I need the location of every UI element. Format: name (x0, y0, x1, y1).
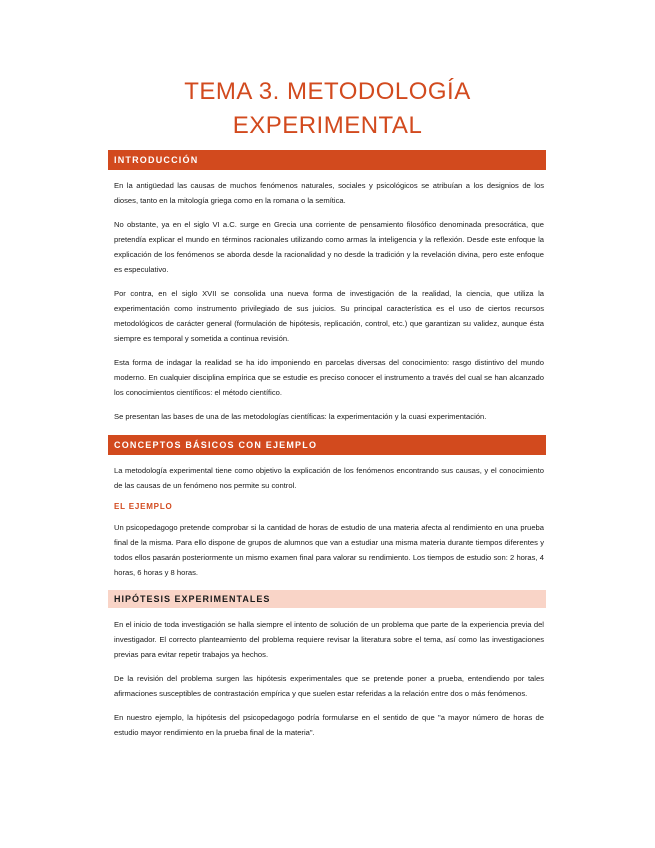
section-heading-hipotesis: HIPÓTESIS EXPERIMENTALES (108, 590, 546, 608)
subheading-el-ejemplo: EL EJEMPLO (114, 502, 173, 511)
paragraph-conceptos-1: La metodología experimental tiene como objetivo la explicación de los fenómenos encontrando sus causas, y el conocimiento de las causas de un fenómeno nos permite su control. (114, 466, 544, 490)
paragraph-intro-5: Se presentan las bases de una de las metodologías científicas: la experimentación y la cuasi experimentación. (114, 412, 487, 421)
title-line-2: EXPERIMENTAL (232, 112, 423, 139)
title-line-1: TEMA 3. METODOLOGÍA (184, 78, 471, 105)
paragraph-hipotesis-3: En nuestro ejemplo, la hipótesis del psicopedagogo podría formularse en el sentido de que "a mayor número de horas de estudio mayor rendimiento en la prueba final de la materia". (114, 713, 544, 737)
document-title (0, 0, 655, 143)
section-heading-conceptos: CONCEPTOS BÁSICOS CON EJEMPLO (108, 435, 546, 455)
paragraph-hipotesis-2: De la revisión del problema surgen las hipótesis experimentales que se pretende poner a prueba, entendiendo por tales afirmaciones susceptibles de contrastación empírica y que suelen estar referidas a la relación entre dos o más fenómenos. (114, 674, 544, 698)
section-heading-introduccion: INTRODUCCIÓN (108, 150, 546, 170)
paragraph-ejemplo-1: Un psicopedagogo pretende comprobar si la cantidad de horas de estudio de una materia afecta al rendimiento en una prueba final de la misma. Para ello dispone de grupos de alumnos que van a estudiar una misma materia durante tiempos diferentes y todos ellos pasarán posteriormente un mismo examen final para valorar su rendimiento. Los tiempos de estudio son: 2 horas, 4 horas, 6 horas y 8 horas. (114, 523, 544, 577)
paragraph-intro-3: Por contra, en el siglo XVII se consolida una nueva forma de investigación de la realidad, la ciencia, que utiliza la experimentación como instrumento privilegiado de sus juicios. Su principal característica es el uso de ciertos recursos metodológicos de carácter general (formulación de hipótesis, replicación, control, etc.) que garantizan su validez, aunque ésta siempre es temporal y sometida a continua revisión. (114, 289, 544, 343)
paragraph-hipotesis-1: En el inicio de toda investigación se halla siempre el intento de solución de un problema que parte de la experiencia previa del investigador. El correcto planteamiento del problema requiere revisar la literatura sobre el tema, así como las investigaciones previas para evitar repetir trabajos ya hechos. (114, 620, 544, 659)
paragraph-intro-1: En la antigüedad las causas de muchos fenómenos naturales, sociales y psicológicos se atribuían a los designios de los dioses, tanto en la mitología griega como en la romana o la semítica. (114, 181, 544, 205)
document-body (108, 150, 546, 740)
paragraph-intro-4: Esta forma de indagar la realidad se ha ido imponiendo en parcelas diversas del conocimiento: rasgo distintivo del mundo moderno. En cualquier disciplina empírica que se estudie es preciso conocer el instrumento a través del cual se han alcanzado los conocimientos científicos: el método científico. (114, 358, 544, 397)
paragraph-intro-2: No obstante, ya en el siglo VI a.C. surge en Grecia una corriente de pensamiento filosófico denominada presocrática, que pretendía explicar el mundo en términos racionales utilizando como armas la inteligencia y la reflexión. Desde este enfoque la explicación de los fenómenos se aborda desde la racionalidad y no desde la tradición y la revelación divina, pero este enfoque es especulativo. (114, 220, 544, 274)
